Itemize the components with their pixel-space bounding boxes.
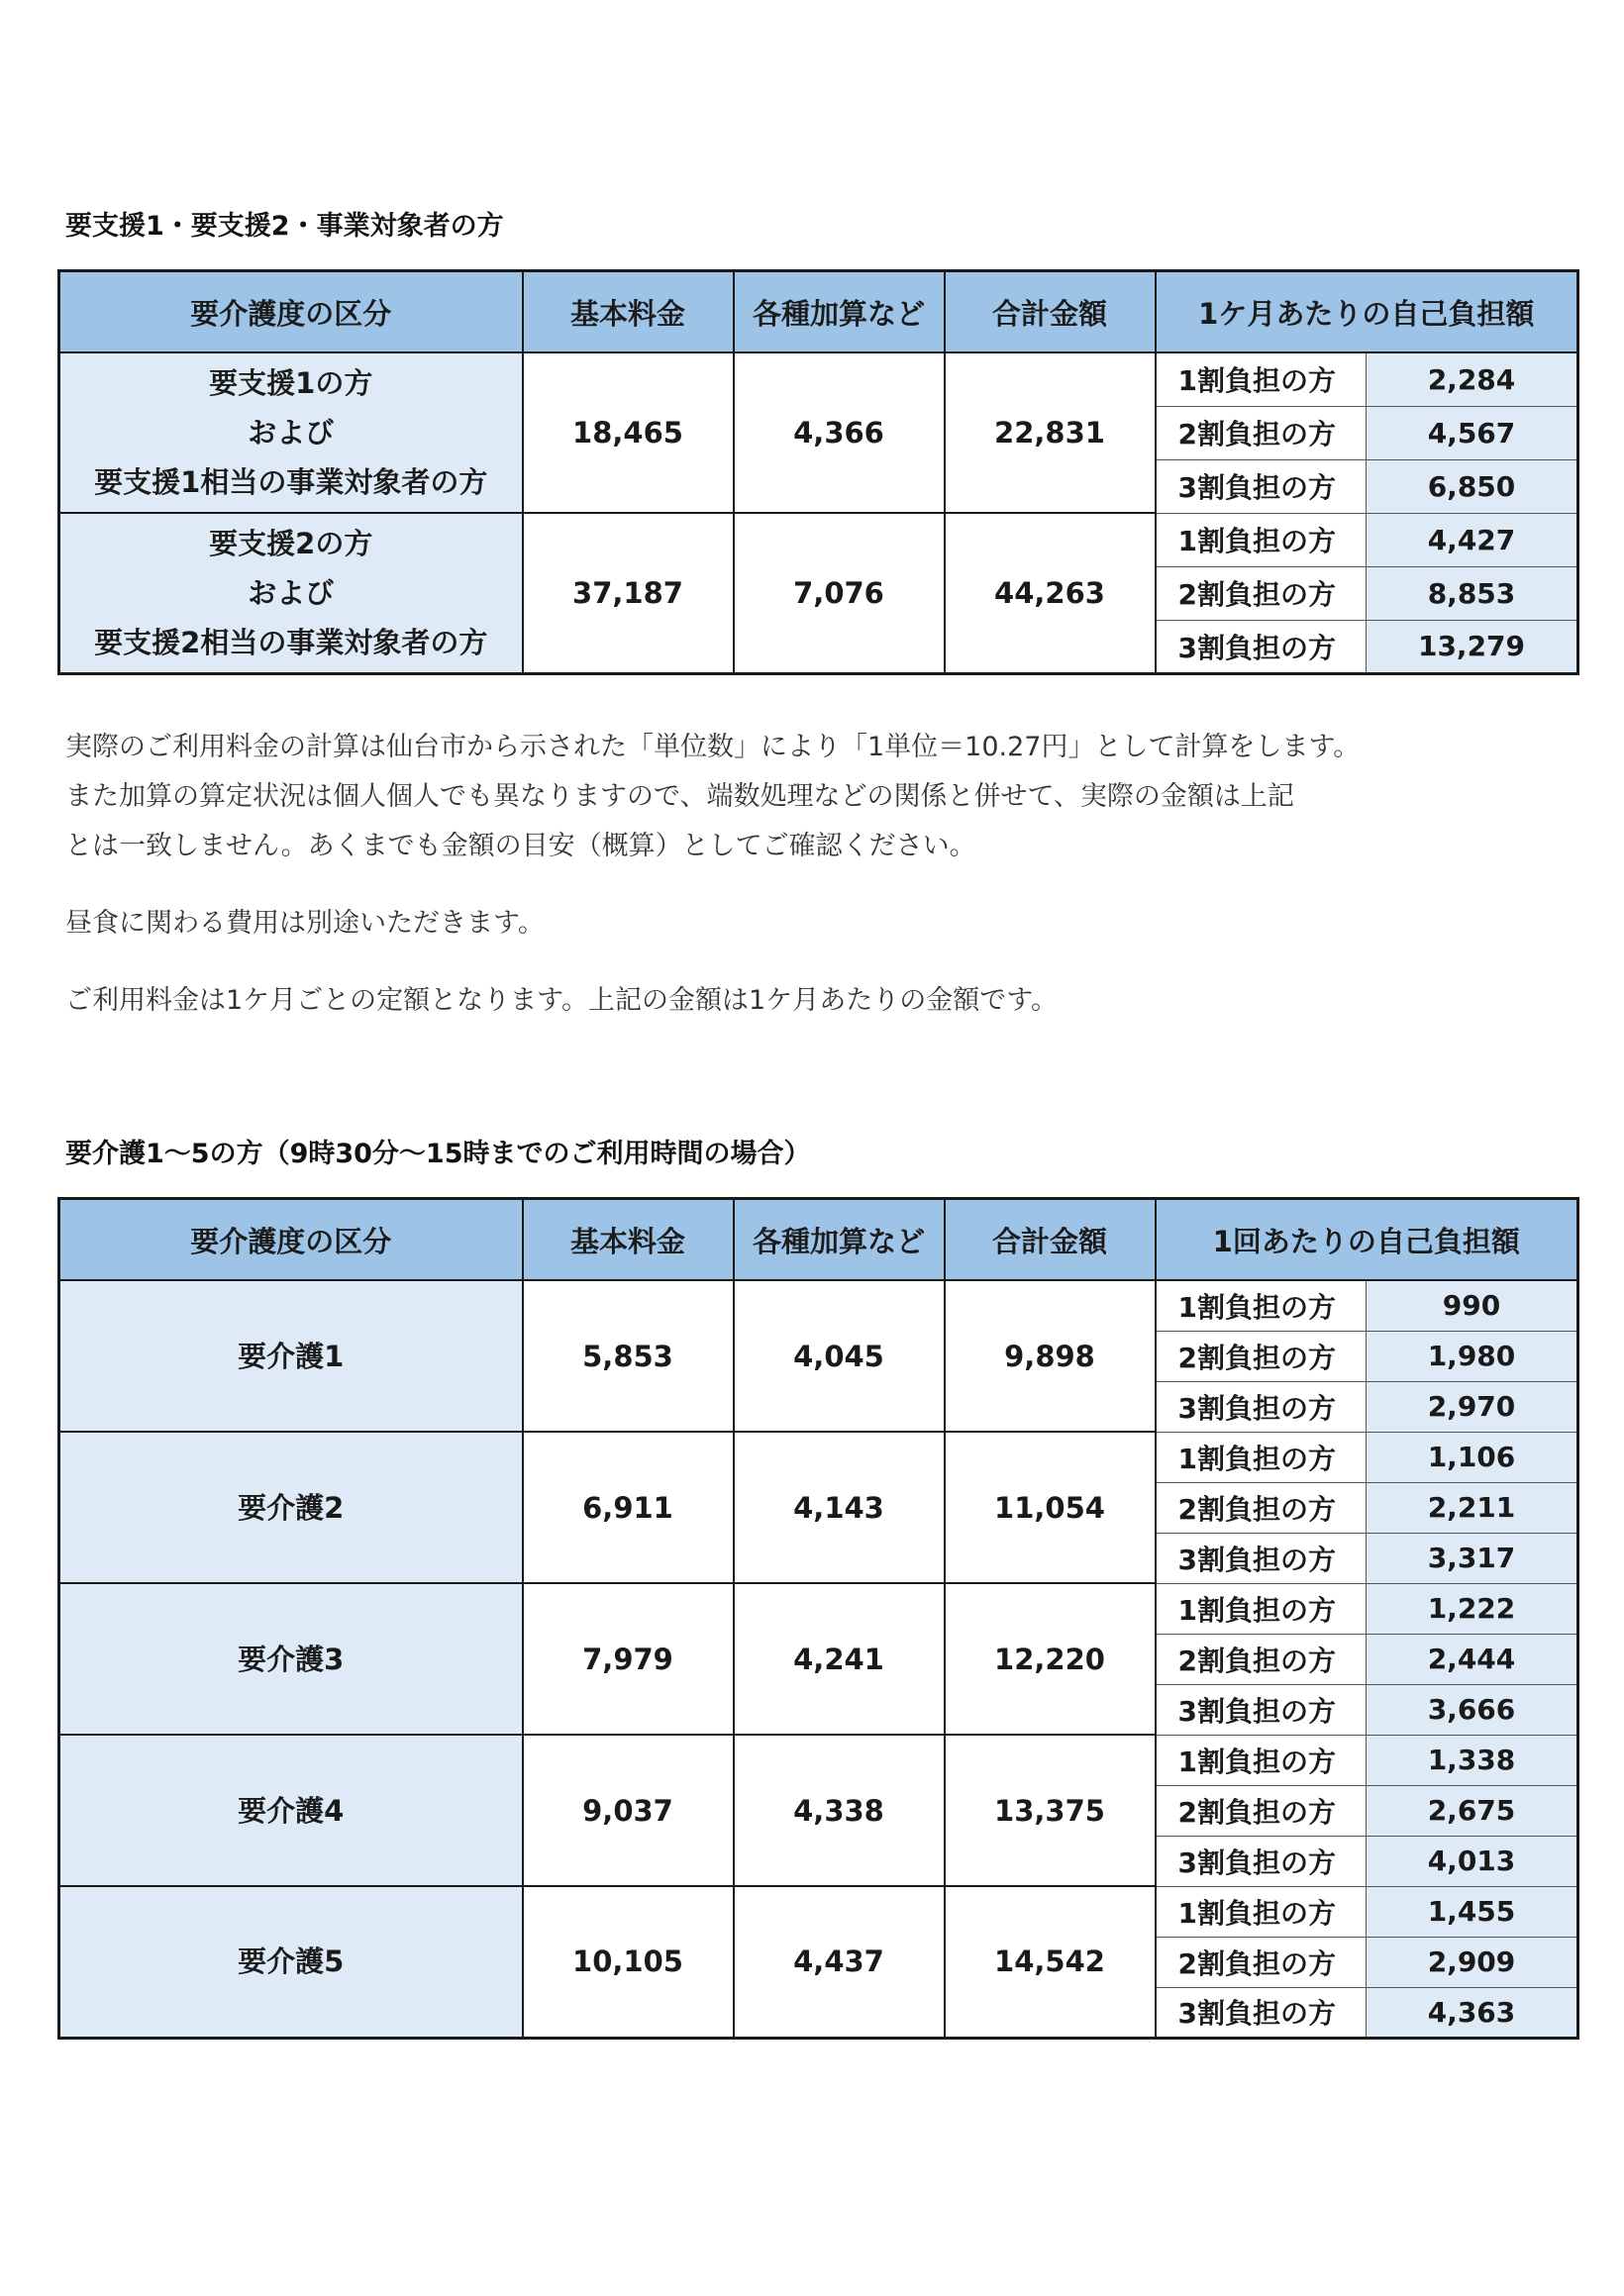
care-fee-table [57, 1197, 1579, 2040]
table-row [59, 352, 1578, 406]
addons-cell: 4,143 [734, 1432, 945, 1583]
table-header-row [59, 1199, 1578, 1281]
burden-label: 2割負担の方 [1156, 1937, 1367, 1987]
burden-amount: 2,284 [1367, 352, 1578, 406]
base-fee-cell: 9,037 [523, 1735, 734, 1886]
burden-amount: 2,675 [1367, 1785, 1578, 1836]
addons-cell: 4,241 [734, 1583, 945, 1735]
addons-cell: 7,076 [734, 513, 945, 673]
burden-label: 1割負担の方 [1156, 1886, 1367, 1937]
table-row [59, 1735, 1578, 1785]
header-base-fee: 基本料金 [523, 271, 734, 353]
base-fee-cell: 6,911 [523, 1432, 734, 1583]
total-cell: 44,263 [945, 513, 1156, 673]
category-line: および [248, 575, 335, 610]
total-cell: 13,375 [945, 1735, 1156, 1886]
burden-label: 3割負担の方 [1156, 1684, 1367, 1735]
burden-amount: 1,222 [1367, 1583, 1578, 1634]
section1-title: 要支援1・要支援2・事業対象者の方 [65, 211, 504, 242]
burden-label: 3割負担の方 [1156, 459, 1367, 513]
burden-amount: 1,338 [1367, 1735, 1578, 1785]
category-cell [59, 513, 523, 673]
burden-label: 1割負担の方 [1156, 352, 1367, 406]
addons-cell: 4,045 [734, 1280, 945, 1432]
burden-label: 2割負担の方 [1156, 1482, 1367, 1533]
header-addons: 各種加算など [734, 1199, 945, 1281]
category-line: 要支援1の方 [209, 366, 373, 400]
header-total: 合計金額 [945, 1199, 1156, 1281]
burden-label: 3割負担の方 [1156, 620, 1367, 673]
category-cell: 要介護4 [59, 1735, 523, 1886]
category-cell [59, 352, 523, 513]
burden-label: 1割負担の方 [1156, 1432, 1367, 1482]
burden-amount: 1,455 [1367, 1886, 1578, 1937]
category-line: 要支援2相当の事業対象者の方 [94, 625, 488, 659]
table-row [59, 1432, 1578, 1482]
addons-cell: 4,338 [734, 1735, 945, 1886]
burden-label: 1割負担の方 [1156, 1735, 1367, 1785]
total-cell: 11,054 [945, 1432, 1156, 1583]
burden-label: 1割負担の方 [1156, 513, 1367, 566]
burden-amount: 2,444 [1367, 1634, 1578, 1684]
burden-amount: 2,211 [1367, 1482, 1578, 1533]
note-line: 実際のご利用料金の計算は仙台市から示された「単位数」により「1単位＝10.27円」として計算をします。 [65, 732, 1361, 762]
total-cell: 14,542 [945, 1886, 1156, 2038]
burden-label: 2割負担の方 [1156, 1331, 1367, 1381]
header-total: 合計金額 [945, 271, 1156, 353]
header-monthly-burden: 1ケ月あたりの自己負担額 [1156, 271, 1578, 353]
burden-amount: 8,853 [1367, 566, 1578, 620]
addons-cell: 4,437 [734, 1886, 945, 2038]
burden-amount: 2,970 [1367, 1381, 1578, 1432]
table-row [59, 513, 1578, 566]
burden-amount: 990 [1367, 1280, 1578, 1331]
base-fee-cell: 10,105 [523, 1886, 734, 2038]
total-cell: 12,220 [945, 1583, 1156, 1735]
addons-cell: 4,366 [734, 352, 945, 513]
category-cell: 要介護2 [59, 1432, 523, 1583]
burden-amount: 4,427 [1367, 513, 1578, 566]
burden-label: 3割負担の方 [1156, 1381, 1367, 1432]
burden-amount: 1,980 [1367, 1331, 1578, 1381]
base-fee-cell: 37,187 [523, 513, 734, 673]
header-category: 要介護度の区分 [59, 1199, 523, 1281]
burden-label: 3割負担の方 [1156, 1533, 1367, 1583]
burden-label: 1割負担の方 [1156, 1583, 1367, 1634]
table-row [59, 1583, 1578, 1634]
burden-label: 2割負担の方 [1156, 1785, 1367, 1836]
burden-amount: 4,567 [1367, 406, 1578, 459]
total-cell: 22,831 [945, 352, 1156, 513]
burden-amount: 3,666 [1367, 1684, 1578, 1735]
header-addons: 各種加算など [734, 271, 945, 353]
header-base-fee: 基本料金 [523, 1199, 734, 1281]
burden-label: 2割負担の方 [1156, 1634, 1367, 1684]
note-line: とは一致しません。あくまでも金額の目安（概算）としてご確認ください。 [65, 831, 976, 861]
base-fee-cell: 7,979 [523, 1583, 734, 1735]
base-fee-cell: 18,465 [523, 352, 734, 513]
fee-notes [65, 723, 1571, 1026]
table-header-row [59, 271, 1578, 353]
note-line: 昼食に関わる費用は別途いただきます。 [65, 908, 545, 939]
header-per-visit-burden: 1回あたりの自己負担額 [1156, 1199, 1578, 1281]
burden-amount: 3,317 [1367, 1533, 1578, 1583]
burden-amount: 2,909 [1367, 1937, 1578, 1987]
total-cell: 9,898 [945, 1280, 1156, 1432]
category-cell: 要介護3 [59, 1583, 523, 1735]
header-category: 要介護度の区分 [59, 271, 523, 353]
burden-amount: 4,363 [1367, 1987, 1578, 2038]
support-fee-table [57, 269, 1579, 675]
note-line: また加算の算定状況は個人個人でも異なりますので、端数処理などの関係と併せて、実際の金額は上記 [65, 781, 1294, 812]
burden-label: 3割負担の方 [1156, 1836, 1367, 1886]
category-line: および [248, 416, 335, 449]
category-cell: 要介護1 [59, 1280, 523, 1432]
burden-label: 2割負担の方 [1156, 566, 1367, 620]
burden-label: 3割負担の方 [1156, 1987, 1367, 2038]
category-line: 要支援2の方 [209, 526, 373, 560]
category-cell: 要介護5 [59, 1886, 523, 2038]
table-row [59, 1280, 1578, 1331]
burden-amount: 4,013 [1367, 1836, 1578, 1886]
note-line: ご利用料金は1ケ月ごとの定額となります。上記の金額は1ケ月あたりの金額です。 [65, 985, 1059, 1016]
base-fee-cell: 5,853 [523, 1280, 734, 1432]
table-row [59, 1886, 1578, 1937]
section2-title: 要介護1〜5の方（9時30分〜15時までのご利用時間の場合） [65, 1139, 811, 1169]
burden-label: 1割負担の方 [1156, 1280, 1367, 1331]
burden-amount: 13,279 [1367, 620, 1578, 673]
category-line: 要支援1相当の事業対象者の方 [94, 465, 488, 499]
burden-amount: 1,106 [1367, 1432, 1578, 1482]
burden-amount: 6,850 [1367, 459, 1578, 513]
burden-label: 2割負担の方 [1156, 406, 1367, 459]
